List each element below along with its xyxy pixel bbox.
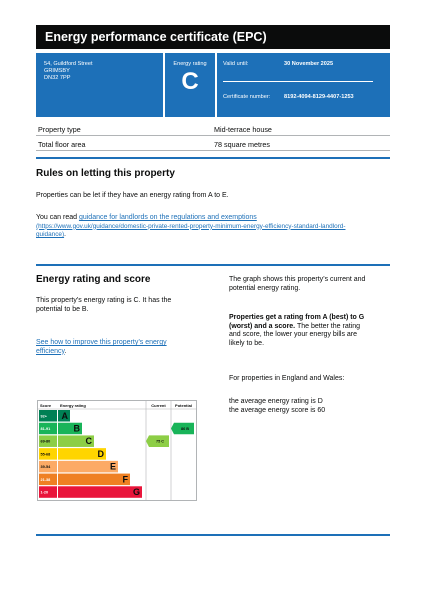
band-letter-f: F [122,474,128,485]
band-letter-d: D [97,448,104,459]
guidance-paragraph [36,214,390,240]
band-range-label: 92+ [40,414,47,419]
address-line: DN32 7PP [44,75,71,81]
table-row [36,136,390,151]
band-letter-g: G [132,487,140,498]
band-range-label: 69-80 [40,439,51,444]
energy-rating-graph [37,400,197,501]
band-letter-e: E [109,461,116,472]
section-divider [36,264,390,266]
property-summary-table [36,121,390,151]
improve-efficiency-link[interactable]: See how to improve this property’s energy [36,339,167,346]
current-column-header: Current [151,403,166,408]
potential-rating-label: 86 B [180,426,190,431]
address-line: 54, Guildford Street [44,61,93,67]
energy-rating-chart-svg [38,401,196,500]
graph-explanation: The graph shows this property’s current and potential energy rating. [229,276,366,292]
band-letter-b: B [73,423,80,434]
floor-area-label: Total floor area [38,140,86,149]
band-bar-g [58,486,142,498]
rating-column-header: Energy rating [60,403,86,408]
panel-rule [223,81,373,82]
certificate-number-label: Certificate number: [223,94,271,100]
band-bar-f [58,474,130,486]
band-range-label: 81-91 [40,426,51,431]
property-address [44,61,93,82]
improve-efficiency-link-end[interactable]: efficiency [36,347,65,355]
valid-until-label: Valid until: [223,61,249,67]
rating-scale-explanation: Properties get a rating from A (best) to G (worst) and a score. The better the rating and score, the lower your energy bills are likely to be. [229,314,365,347]
band-range-label: 1-20 [40,490,49,495]
potential-column-header: Potential [175,403,192,408]
current-rating-label: 75 C [155,439,165,444]
improve-efficiency-paragraph: See how to improve this property’s energy efficiency. [36,339,167,355]
rating-paragraph: This property’s energy rating is C. It has the potential to be B. [36,297,172,313]
average-rating: the average energy rating is D [229,398,323,405]
guidance-url[interactable]: (https://www.gov.uk/guidance/domestic-private-rented-property-minimum-energy-efficiency-standard-landlord- [36,222,346,230]
average-rating-info [229,398,325,415]
average-score: the average energy score is 60 [229,406,326,414]
valid-until-value: 30 November 2025 [284,61,334,67]
band-range-label: 21-38 [40,477,51,482]
panel-divider [163,53,165,117]
page-title: Energy performance certificate (EPC) [36,25,390,49]
rules-heading: Rules on letting this property [36,168,175,179]
guidance-url-end[interactable]: guidance) [36,231,65,239]
band-letter-a: A [61,410,68,421]
score-column-header: Score [40,403,52,408]
certificate-number-value: 8192-4094-8129-4407-1253 [284,94,354,100]
floor-area-value: 78 square metres [214,140,270,149]
section-divider [36,534,390,536]
certificate-summary-panel [36,53,390,117]
band-range-label: 55-68 [40,452,51,457]
england-wales-note: For properties in England and Wales: [229,375,345,382]
rules-paragraph: Properties can be let if they have an energy rating from A to E. [36,192,229,199]
section-divider [36,157,390,159]
band-range-label: 39-54 [40,465,51,470]
energy-score-heading: Energy rating and score [36,274,151,285]
property-type-value: Mid-terrace house [214,125,272,134]
panel-divider [215,53,217,117]
guidance-link[interactable]: guidance for landlords on the regulations and exemptions [78,214,257,221]
energy-rating-label: Energy rating [173,61,207,67]
table-row [36,121,390,136]
band-letter-c: C [85,436,92,447]
energy-rating-value: C [181,68,199,95]
guidance-suffix: . [64,231,66,239]
guidance-prefix: You can read [36,214,79,221]
property-type-label: Property type [38,125,81,134]
address-line: GRIMSBY [44,68,70,74]
